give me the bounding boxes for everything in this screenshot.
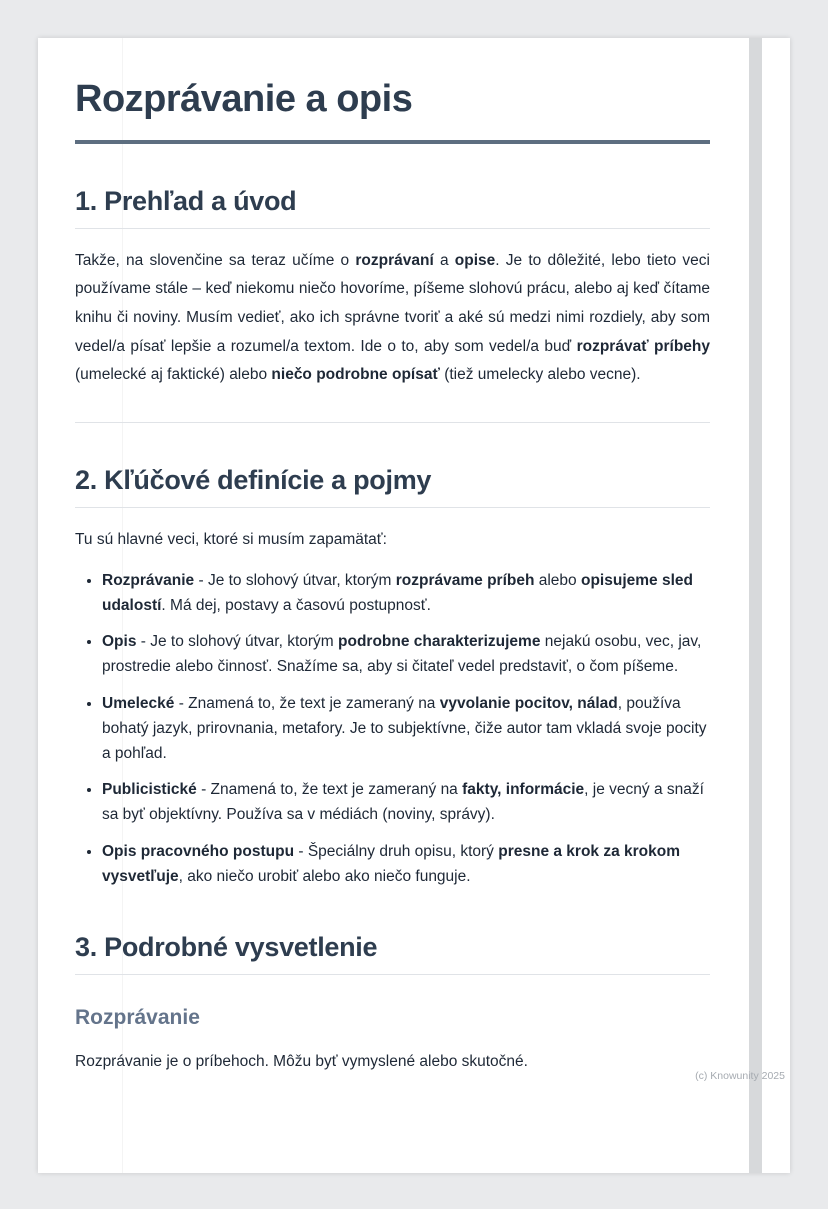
document-viewport xyxy=(0,38,828,1173)
watermark: (c) Knowunity 2025 xyxy=(695,1070,785,1082)
heading-rule xyxy=(75,228,710,229)
subsection-heading-rozpravanie: Rozprávanie xyxy=(75,1005,200,1029)
section-3-heading: 3. Podrobné vysvetlenie xyxy=(75,931,378,962)
heading-rule xyxy=(75,507,710,508)
title-divider xyxy=(75,140,710,144)
page-title: Rozprávanie a opis xyxy=(75,78,413,120)
heading-rule xyxy=(75,974,710,975)
definition-item-publicisticke: • Publicistické - Znamená to, že text je zameraný na fakty, informácie, je vecný a snaží sa byť objektívny. Používa sa v médiách (noviny, správy). xyxy=(102,778,710,828)
section-2-intro: Tu sú hlavné veci, ktoré si musím zapamätať: xyxy=(75,531,387,549)
section-definitions xyxy=(75,465,710,889)
section-3-paragraph: Rozprávanie je o príbehoch. Môžu byť vymyslené alebo skutočné. xyxy=(75,1052,528,1070)
section-2-heading: 2. Kľúčové definície a pojmy xyxy=(75,465,432,496)
definition-item-opis-pracovneho-postupu: • Opis pracovného postupu - Špeciálny druh opisu, ktorý presne a krok za krokom vysvetľuje, ako niečo urobiť alebo ako niečo funguje. xyxy=(102,840,710,890)
definition-item-umelecke: • Umelecké - Znamená to, že text je zameraný na vyvolanie pocitov, nálad, používa bohatý jazyk, prirovnania, metafory. Je to subjektívne, čiže autor tam vkladá svoje pocity a pohľad. xyxy=(102,692,710,766)
section-1-paragraph: Takže, na slovenčine sa teraz učíme o rozprávaní a opise. Je to dôležité, lebo tieto veci používame stále – keď niekomu niečo hovoríme, píšeme slohovú prácu, alebo aj keď čítame knihu či noviny. Musím vedieť, ako ich správne tvoriť a aké sú medzi nimi rozdiely, aby som vedel/a písať lepšie a rozumel/a textom. Ide o to, aby som vedel/a buď rozprávať príbehy (umelecké aj faktické) alebo niečo podrobne opísať (tiež umelecky alebo vecne). xyxy=(75,251,711,384)
document-page xyxy=(38,38,790,1173)
section-overview xyxy=(75,186,710,390)
page-content xyxy=(38,38,790,1136)
definition-item-opis: • Opis - Je to slohový útvar, ktorým podrobne charakterizujeme nejakú osobu, vec, jav, prostredie alebo činnosť. Snažíme sa, aby si čitateľ vedel predstaviť, o čom píšeme. xyxy=(102,630,710,680)
section-divider xyxy=(75,422,710,423)
section-explanation xyxy=(75,932,710,1077)
definitions-list xyxy=(75,569,710,890)
definition-item-rozpravanie: • Rozprávanie - Je to slohový útvar, ktorým rozprávame príbeh alebo opisujeme sled udalostí. Má dej, postavy a časovú postupnosť. xyxy=(102,569,710,619)
section-1-heading: 1. Prehľad a úvod xyxy=(75,185,297,216)
